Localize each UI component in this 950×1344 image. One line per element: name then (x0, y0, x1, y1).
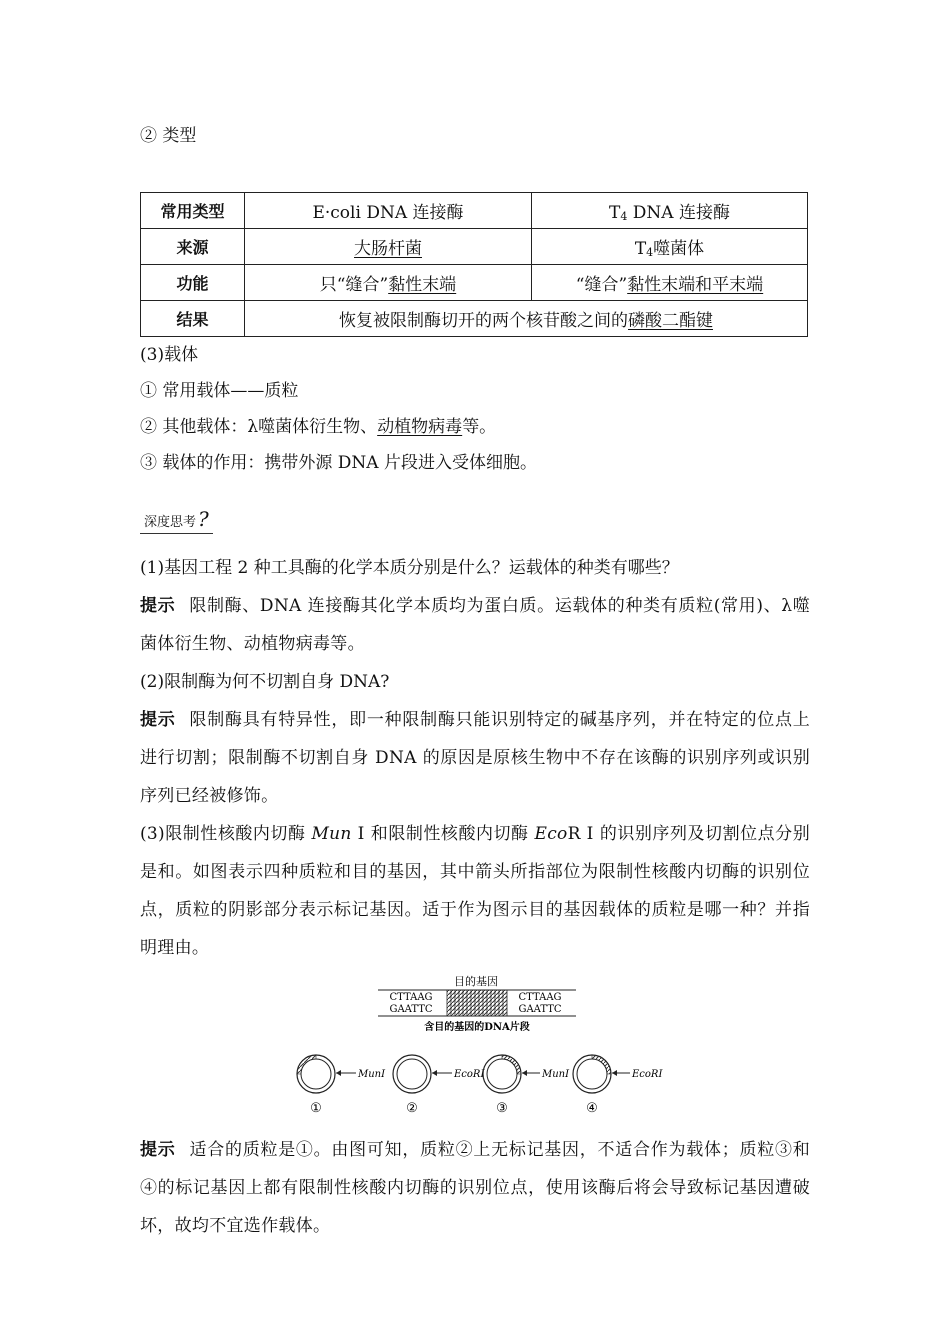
vector-item: ③ 载体的作用：携带外源 DNA 片段进入受体细胞。 (140, 453, 537, 473)
table-cell: “缝合”黏性末端和平末端 (532, 265, 808, 301)
table-cell: 只“缝合”黏性末端 (245, 265, 532, 301)
table-cell: 大肠杆菌 (245, 229, 532, 265)
plasmid-number: ④ (586, 1101, 598, 1116)
answer: 提示 限制酶具有特异性，即一种限制酶只能识别特定的碱基序列，并在特定的位点上进行切割；限制酶不切割自身 DNA 的原因是原核生物中不存在该酶的识别序列或识别序列已经被修饰。 (140, 710, 810, 806)
gene-title: 目的基因 (454, 975, 498, 988)
plasmid-number: ② (406, 1101, 418, 1116)
row-label: 功能 (141, 265, 245, 301)
tip-label: 提示 (140, 596, 176, 616)
question: (2)限制酶为何不切割自身 DNA? (140, 672, 390, 692)
answer: 提示 适合的质粒是①。由图可知，质粒②上无标记基因，不适合作为载体；质粒③和④的标记基因上都有限制性核酸内切酶的识别位点，使用该酶后将会导致标记基因遭破坏，故均不宜选作载体。 (140, 1140, 810, 1236)
row-label: 结果 (141, 301, 245, 337)
marker-gene (297, 1055, 316, 1074)
plasmid-1 (297, 1055, 386, 1116)
vector-item: ① 常用载体——质粒 (140, 381, 299, 401)
table-cell: 恢复被限制酶切开的两个核苷酸之间的磷酸二酯键 (245, 301, 808, 337)
page-content (140, 118, 810, 1245)
enzyme-label: MunⅠ (358, 1069, 386, 1080)
seq-left-bottom: GAATTC (389, 1004, 433, 1015)
row-label: 常用类型 (141, 193, 245, 229)
enzyme-label: EcoRⅠ (454, 1069, 485, 1080)
enzyme-label: MunⅠ (542, 1069, 570, 1080)
seq-left-top: CTTAAG (389, 992, 433, 1003)
question: (3)限制性核酸内切酶 Mun Ⅰ 和限制性核酸内切酶 EcoR Ⅰ 的识别序列及切割位点分别是和。如图表示四种质粒和目的基因，其中箭头所指部位为限制性核酸内切酶的识别位点，质粒的阴影部分表示标记基因。适于作为图示目的基因载体的质粒是哪一种？并指明理由。 (140, 824, 811, 958)
table-row (141, 301, 808, 337)
tip-label: 提示 (140, 1140, 176, 1160)
seq-right-top: CTTAAG (518, 992, 562, 1003)
seq-right-bottom: GAATTC (518, 1004, 562, 1015)
marker-gene (592, 1055, 611, 1074)
plasmid-number: ③ (496, 1101, 508, 1116)
deep-thinking-badge: 深度思考 ? (140, 503, 810, 535)
target-gene-block (447, 990, 507, 1016)
plasmid-2 (393, 1055, 485, 1116)
table-row (141, 229, 808, 265)
answer: 提示 限制酶、DNA 连接酶其化学本质均为蛋白质。运载体的种类有质粒(常用)、λ噬菌体衍生物、动植物病毒等。 (140, 596, 810, 654)
table-row (141, 265, 808, 301)
fragment-caption: 含目的基因的DNA片段 (424, 1022, 530, 1033)
ligase-types-table (140, 192, 808, 337)
plasmid-4 (573, 1055, 663, 1116)
vector-title: (3)载体 (140, 345, 199, 365)
plasmid-figure (140, 975, 810, 1125)
table-cell: E·coli DNA 连接酶 (245, 193, 532, 229)
question: (1)基因工程 2 种工具酶的化学本质分别是什么？运载体的种类有哪些？ (140, 558, 679, 578)
table-cell: $T_4$ DNA 连接酶 (532, 193, 808, 229)
vector-item: ② 其他载体：λ噬菌体衍生物、动植物病毒等。 (140, 417, 497, 437)
types-heading: ② 类型 (140, 126, 197, 146)
table-cell: $T_4$噬菌体 (532, 229, 808, 265)
row-label: 来源 (141, 229, 245, 265)
plasmid-number: ① (310, 1101, 322, 1116)
table-row (141, 193, 808, 229)
question-mark-icon: ? (198, 507, 209, 531)
tip-label: 提示 (140, 710, 176, 730)
marker-gene (502, 1055, 521, 1074)
enzyme-label: EcoRⅠ (632, 1069, 663, 1080)
plasmid-3 (483, 1055, 570, 1116)
